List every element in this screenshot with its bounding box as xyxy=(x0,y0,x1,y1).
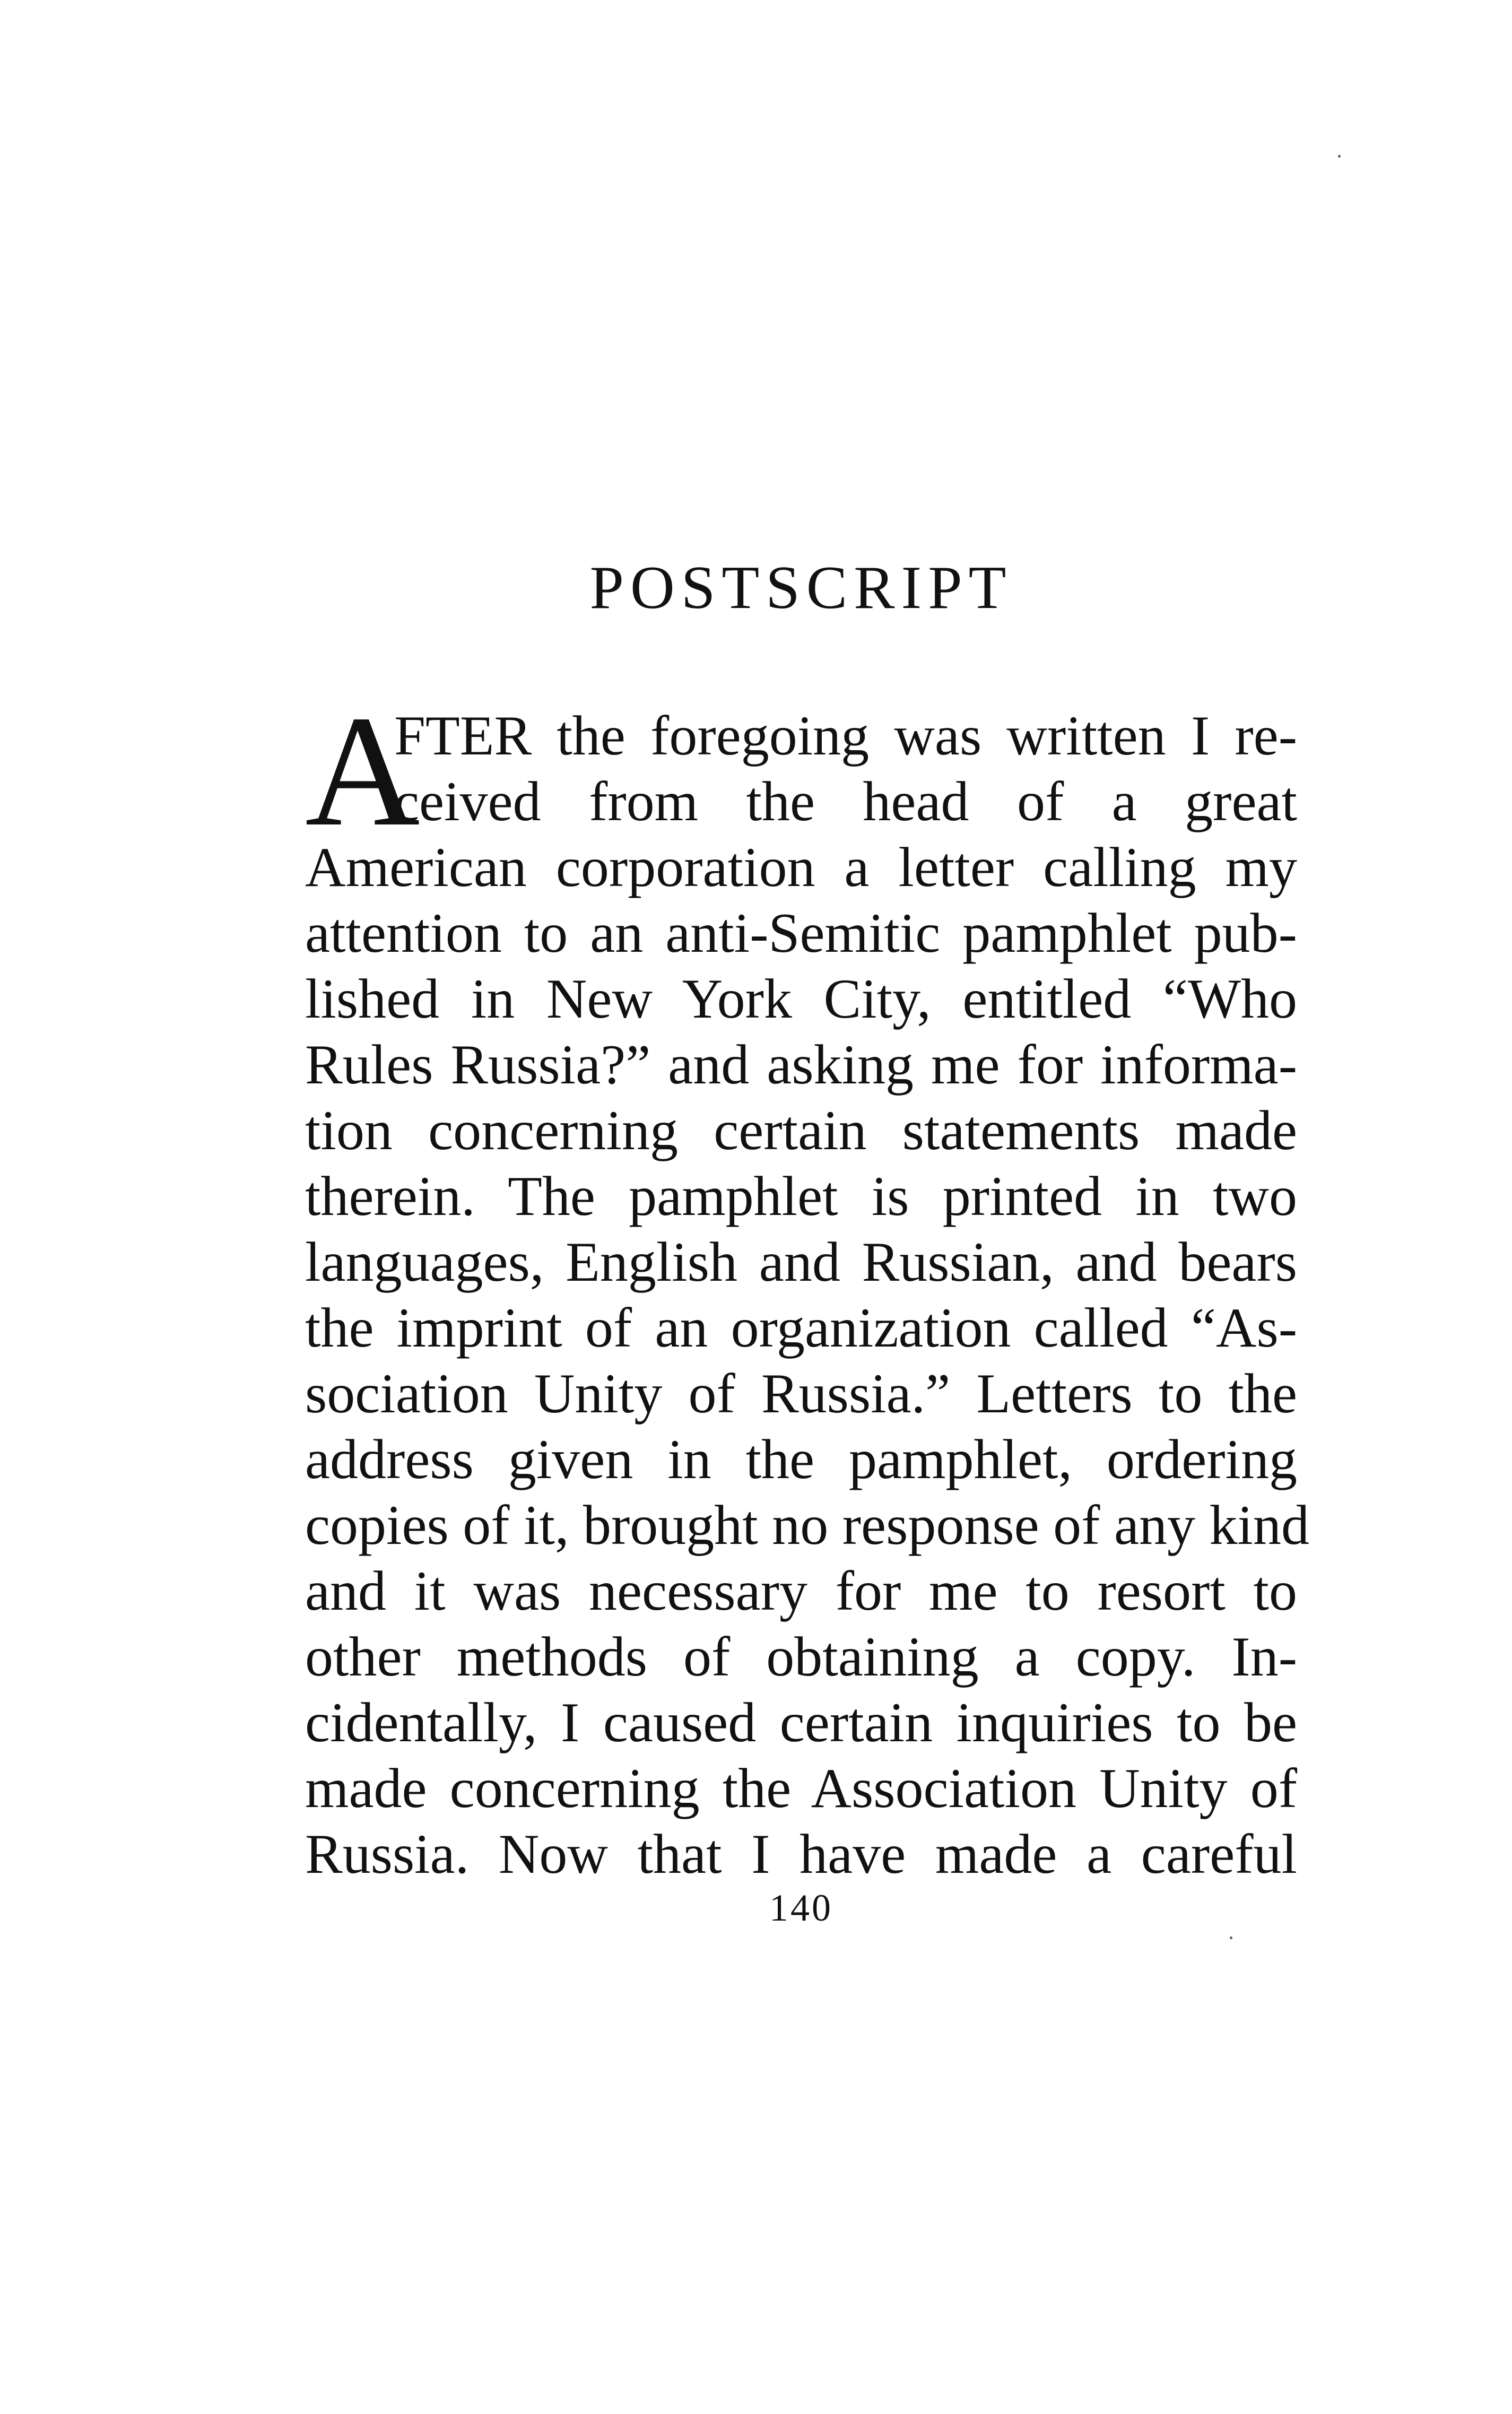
text-line: copies of it, brought no response of any kind xyxy=(305,1494,1309,1556)
text-line: sociation Unity of Russia.” Letters to the xyxy=(305,1362,1297,1425)
text-line: other methods of obtaining a copy. In- xyxy=(305,1626,1297,1688)
text-line: tion concerning certain statements made xyxy=(305,1099,1297,1161)
chapter-heading: POSTSCRIPT xyxy=(589,554,1013,622)
text-line: languages, English and Russian, and bears xyxy=(305,1231,1297,1293)
text-line: Russia. Now that I have made a careful xyxy=(305,1823,1297,1885)
text-line: made concerning the Association Unity of xyxy=(305,1757,1297,1819)
drop-cap: A xyxy=(305,683,420,859)
text-line: ceived from the head of a great xyxy=(394,770,1297,832)
text-line: cidentally, I caused certain inquiries to be xyxy=(305,1691,1297,1753)
text-line: therein. The pamphlet is printed in two xyxy=(305,1165,1297,1227)
body-paragraph xyxy=(305,683,1309,1887)
text-line: FTER the foregoing was written I re- xyxy=(394,705,1297,767)
scan-speck xyxy=(1230,1937,1232,1939)
text-line: the imprint of an organization called “As- xyxy=(305,1297,1297,1359)
text-line: attention to an anti-Semitic pamphlet pub- xyxy=(305,902,1297,964)
text-line: address given in the pamphlet, ordering xyxy=(305,1428,1297,1490)
text-line: and it was necessary for me to resort to xyxy=(305,1560,1297,1622)
page-number: 140 xyxy=(769,1887,833,1929)
scan-speck xyxy=(1338,155,1341,158)
text-line: American corporation a letter calling my xyxy=(305,836,1297,898)
text-line: Rules Russia?” and asking me for informa- xyxy=(305,1034,1297,1096)
text-line: lished in New York City, entitled “Who xyxy=(305,968,1297,1030)
